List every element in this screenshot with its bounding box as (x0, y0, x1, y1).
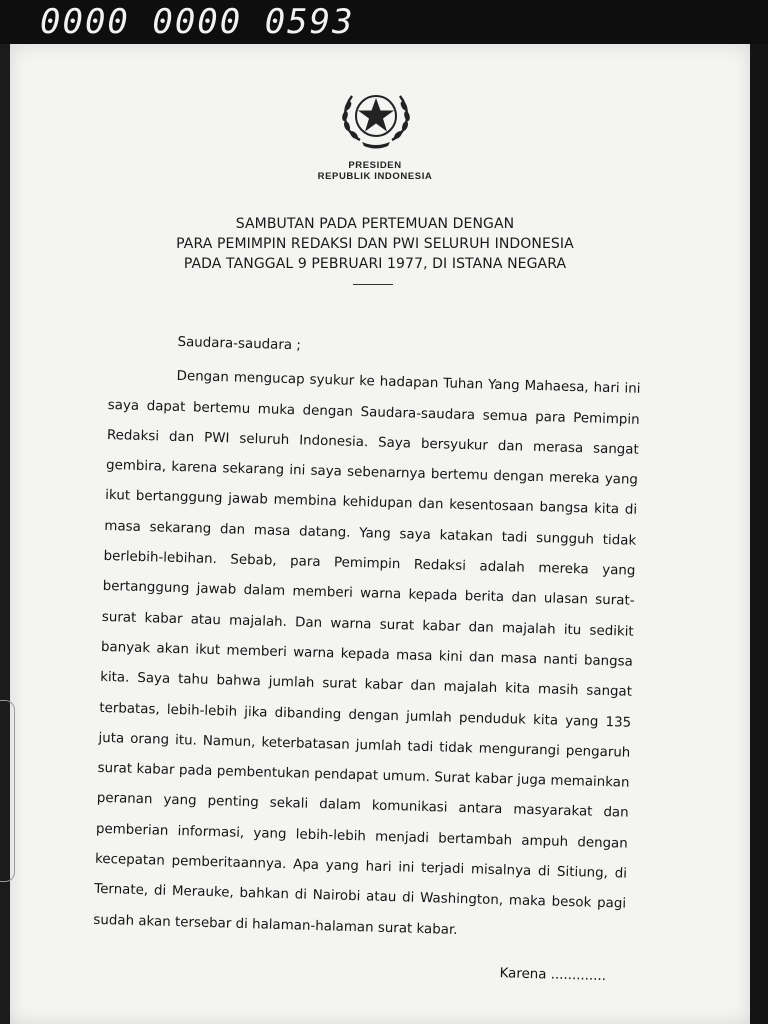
letterhead-line-1: PRESIDEN (348, 160, 402, 171)
document-title (10, 214, 740, 274)
document-page (10, 44, 750, 1024)
salutation: Saudara-saudara ; (177, 334, 302, 354)
title-divider (353, 284, 393, 285)
letterhead (10, 160, 740, 182)
title-line-2: PARA PEMIMPIN REDAKSI DAN PWI SELURUH INDONESIA (176, 236, 574, 252)
film-edge (750, 44, 768, 1024)
speech-paragraph: Dengan mengucap syukur ke hadapan Tuhan Yang Mahaesa, hari ini saya dapat bertemu muka dengan Saudara-saudara semua para Pemimpin Redaksi dan PWI seluruh Indonesia. Saya bersyukur dan merasa sangat gembira, karena sekarang ini saya sebenarnya bertemu dengan mereka yang ikut bertanggung jawab membina kehidupan dan kesentosaan bangsa kita di masa sekarang dan masa datang. Yang saya katakan tadi sungguh tidak berlebih-lebihan. Sebab, para Pemimpin Redaksi adalah mereka yang bertanggung jawab dalam memberi warna kepada berita dan ulasan surat-surat kabar atau majalah. Dan warna surat kabar dan majalah itu sedikit banyak akan ikut memberi warna kepada masa kini dan masa nanti bangsa kita. Saya tahu bahwa jumlah surat kabar dan majalah kita masih sangat terbatas, lebih-lebih jika dibanding dengan jumlah penduduk kita yang 135 juta orang itu. Namun, keterbatasan jumlah tadi tidak mengurangi pengaruh surat kabar pada pembentukan pendapat umum. Surat kabar juga memainkan peranan yang penting sekali dalam komunikasi antara masyarakat dan pemberian informasi, yang lebih-lebih menjadi bertambah ampuh dengan kecepatan pemberitaannya. Apa yang hari ini terjadi misalnya di Sitiung, di Ternate, di Merauke, bahkan di Nairobi atau di Washington, maka besok pagi sudah akan tersebar di halaman-halaman surat kabar. (93, 369, 641, 938)
speech-body (92, 326, 642, 993)
binding-mark (0, 700, 15, 882)
letterhead-line-2: REPUBLIK INDONESIA (317, 171, 433, 182)
title-line-3: PADA TANGGAL 9 PEBRUARI 1977, DI ISTANA NEGARA (183, 256, 567, 272)
film-strip (0, 0, 768, 44)
garuda-star-wreath-emblem-icon (330, 84, 422, 150)
title-line-1: SAMBUTAN PADA PERTEMUAN DENGAN (235, 216, 515, 232)
page-continuation: Karena ............. (499, 966, 607, 985)
film-frame-number: 0000 0000 0593 (40, 2, 355, 42)
